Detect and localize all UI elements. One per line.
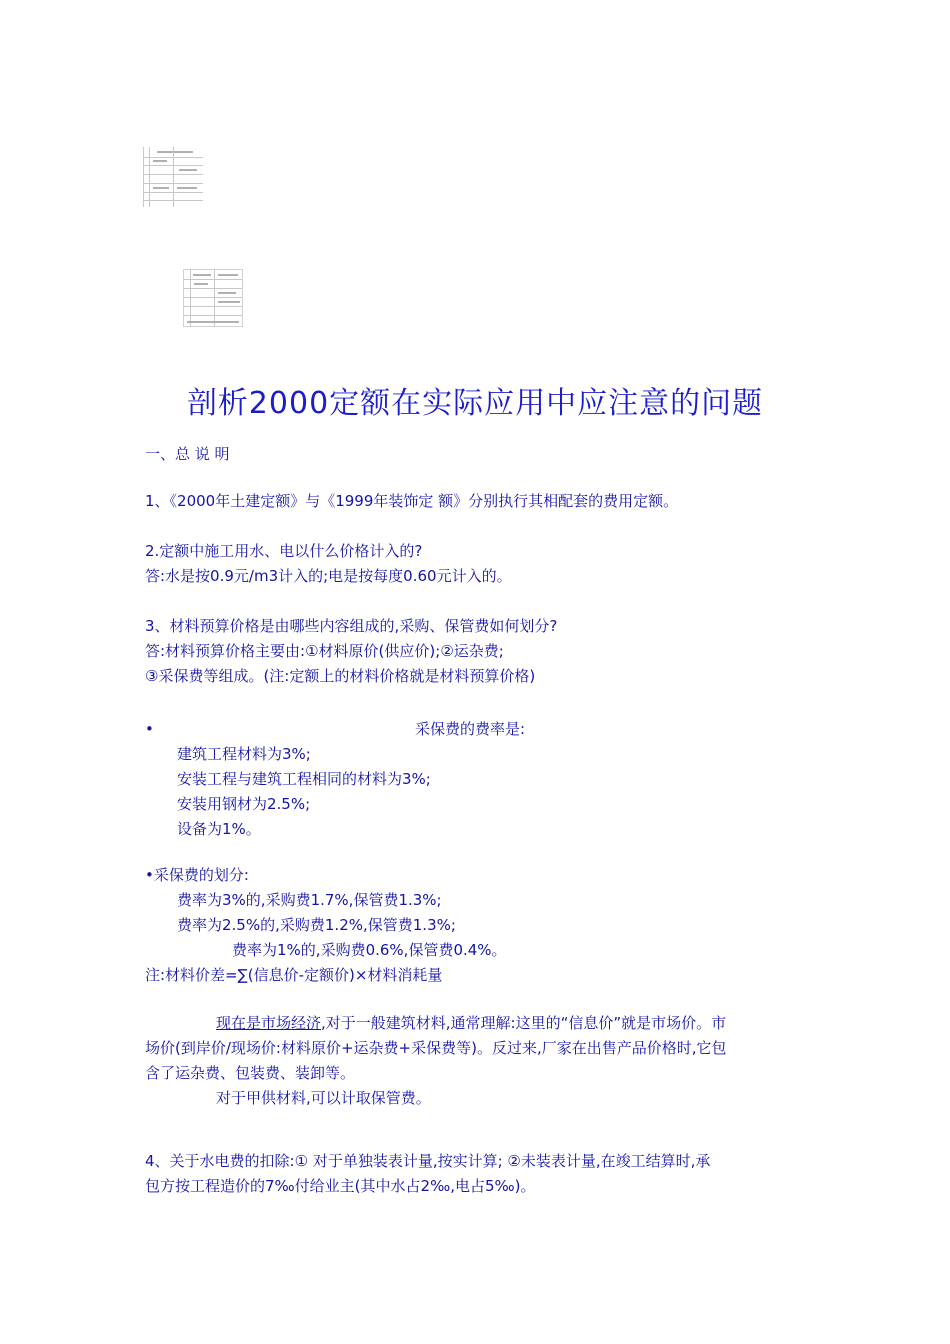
question-2: 2.定额中施工用水、电以什么价格计入的? <box>145 542 423 560</box>
split-item: 费率为1%的,采购费0.6%,保管费0.4%。 <box>232 941 507 959</box>
split-item: 费率为2.5%的,采购费1.2%,保管费1.3%; <box>177 916 456 934</box>
answer-3-line-1: 答:材料预算价格主要由:①材料原价(供应价);②运杂费; <box>145 642 504 660</box>
question-3: 3、材料预算价格是由哪些内容组成的,采购、保管费如何划分? <box>145 617 558 635</box>
market-paragraph-rest: ,对于一般建筑材料,通常理解:这里的“信息价”就是市场价。市 <box>321 1014 727 1032</box>
market-economy-underlined: 现在是市场经济 <box>216 1014 322 1032</box>
rate-item: 设备为1%。 <box>177 820 261 838</box>
rates-bullet: • <box>145 720 154 738</box>
rates-heading: 采保费的费率是: <box>415 720 526 738</box>
answer-3-line-2: ③采保费等组成。(注:定额上的材料价格就是材料预算价格) <box>145 667 536 685</box>
question-1: 1、《2000年土建定额》与《1999年装饰定 额》分别执行其相配套的费用定额。 <box>145 492 679 510</box>
split-heading: •采保费的划分: <box>145 866 249 884</box>
answer-2: 答:水是按0.9元/m3计入的;电是按每度0.60元计入的。 <box>145 567 512 585</box>
section-heading-general: 一、总 说 明 <box>145 445 230 463</box>
rate-item: 安装用钢材为2.5%; <box>177 795 311 813</box>
market-paragraph-line-1 <box>216 1014 726 1032</box>
rate-item: 安装工程与建筑工程相同的材料为3%; <box>177 770 431 788</box>
price-difference-note: 注:材料价差=∑(信息价-定额价)×材料消耗量 <box>145 966 443 984</box>
embedded-table-image-2 <box>183 269 243 327</box>
market-paragraph-line-3: 含了运杂费、包装费、装卸等。 <box>145 1064 356 1082</box>
question-4-line-2: 包方按工程造价的7‰付给业主(其中水占2‰,电占5‰)。 <box>145 1177 536 1195</box>
question-4-line-1: 4、关于水电费的扣除:① 对于单独装表计量,按实计算; ②未装表计量,在竣工结算时,承 <box>145 1152 711 1170</box>
document-title: 剖析2000定额在实际应用中应注意的问题 <box>186 386 764 421</box>
split-item: 费率为3%的,采购费1.7%,保管费1.3%; <box>177 891 442 909</box>
rate-item: 建筑工程材料为3%; <box>177 745 311 763</box>
supplied-materials-note: 对于甲供材料,可以计取保管费。 <box>216 1089 431 1107</box>
embedded-table-image-1 <box>143 147 203 207</box>
market-paragraph-line-2: 场价(到岸价/现场价:材料原价+运杂费+采保费等)。反过来,厂家在出售产品价格时,它包 <box>145 1039 727 1057</box>
